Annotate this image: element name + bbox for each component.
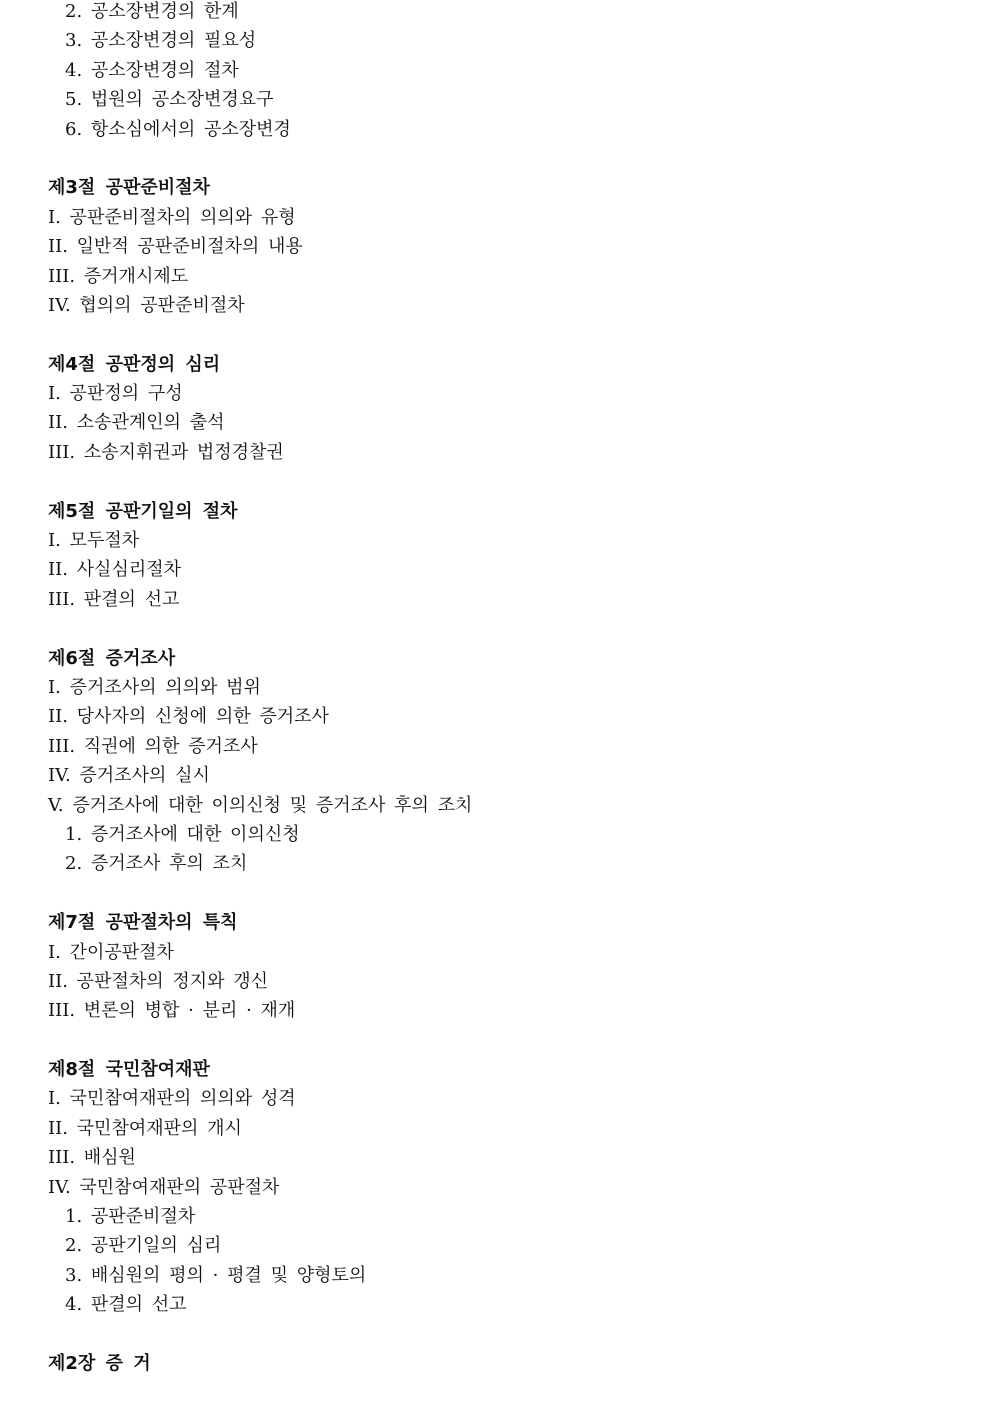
toc-subitem: 3. 공소장변경의 필요성 xyxy=(65,30,257,52)
toc-item: I. 증거조사의 의의와 범위 xyxy=(48,676,261,698)
toc-item: II. 공판절차의 정지와 갱신 xyxy=(48,970,268,992)
spacer xyxy=(48,470,948,499)
toc-item: V. 증거조사에 대한 이의신청 및 증거조사 후의 조치 xyxy=(48,794,473,816)
spacer xyxy=(48,1323,948,1352)
section-heading: 제6절 증거조사 xyxy=(48,647,176,669)
toc-item: I. 공판준비절차의 의의와 유형 xyxy=(48,206,296,228)
toc-item: I. 국민참여재판의 의의와 성격 xyxy=(48,1088,296,1110)
table-of-contents xyxy=(48,0,948,1381)
toc-item: IV. 국민참여재판의 공판절차 xyxy=(48,1176,280,1198)
toc-item: IV. 협의의 공판준비절차 xyxy=(48,294,245,316)
toc-subitem: 3. 배심원의 평의 · 평결 및 양형토의 xyxy=(65,1264,367,1286)
spacer xyxy=(48,1029,948,1058)
section-heading: 제8절 국민참여재판 xyxy=(48,1059,210,1081)
toc-item: III. 판결의 선고 xyxy=(48,588,180,610)
toc-item: III. 변론의 병합 · 분리 · 재개 xyxy=(48,1000,296,1022)
toc-item: II. 소송관계인의 출석 xyxy=(48,412,225,434)
spacer xyxy=(48,882,948,911)
section-heading: 제5절 공판기일의 절차 xyxy=(48,500,238,522)
toc-item: III. 직권에 의한 증거조사 xyxy=(48,735,258,757)
section-heading: 제3절 공판준비절차 xyxy=(48,177,210,199)
toc-subitem: 6. 항소심에서의 공소장변경 xyxy=(65,118,291,140)
toc-item: III. 배심원 xyxy=(48,1147,136,1169)
section-heading: 제7절 공판절차의 특칙 xyxy=(48,912,238,934)
toc-item: II. 일반적 공판준비절차의 내용 xyxy=(48,236,303,258)
toc-item: II. 사실심리절차 xyxy=(48,559,181,581)
toc-subitem: 4. 판결의 선고 xyxy=(65,1294,187,1316)
toc-item: III. 소송지휘권과 법정경찰권 xyxy=(48,441,284,463)
toc-subitem: 2. 증거조사 후의 조치 xyxy=(65,853,248,875)
toc-item: II. 국민참여재판의 개시 xyxy=(48,1117,242,1139)
toc-subitem: 1. 공판준비절차 xyxy=(65,1206,196,1228)
spacer xyxy=(48,323,948,352)
toc-subitem: 1. 증거조사에 대한 이의신청 xyxy=(65,823,300,845)
toc-subitem: 4. 공소장변경의 절차 xyxy=(65,59,239,81)
section-heading: 제4절 공판정의 심리 xyxy=(48,353,221,375)
toc-subitem: 2. 공소장변경의 한계 xyxy=(65,1,239,22)
toc-item: I. 공판정의 구성 xyxy=(48,383,183,405)
toc-item: IV. 증거조사의 실시 xyxy=(48,765,210,787)
toc-item: II. 당사자의 신청에 의한 증거조사 xyxy=(48,706,329,728)
spacer xyxy=(48,617,948,646)
spacer xyxy=(48,147,948,176)
toc-item: I. 모두절차 xyxy=(48,530,140,552)
toc-item: III. 증거개시제도 xyxy=(48,265,189,287)
toc-subitem: 5. 법원의 공소장변경요구 xyxy=(65,89,274,111)
toc-subitem: 2. 공판기일의 심리 xyxy=(65,1235,222,1257)
toc-item: I. 간이공판절차 xyxy=(48,941,174,963)
section-heading: 제2장 증 거 xyxy=(48,1352,151,1374)
